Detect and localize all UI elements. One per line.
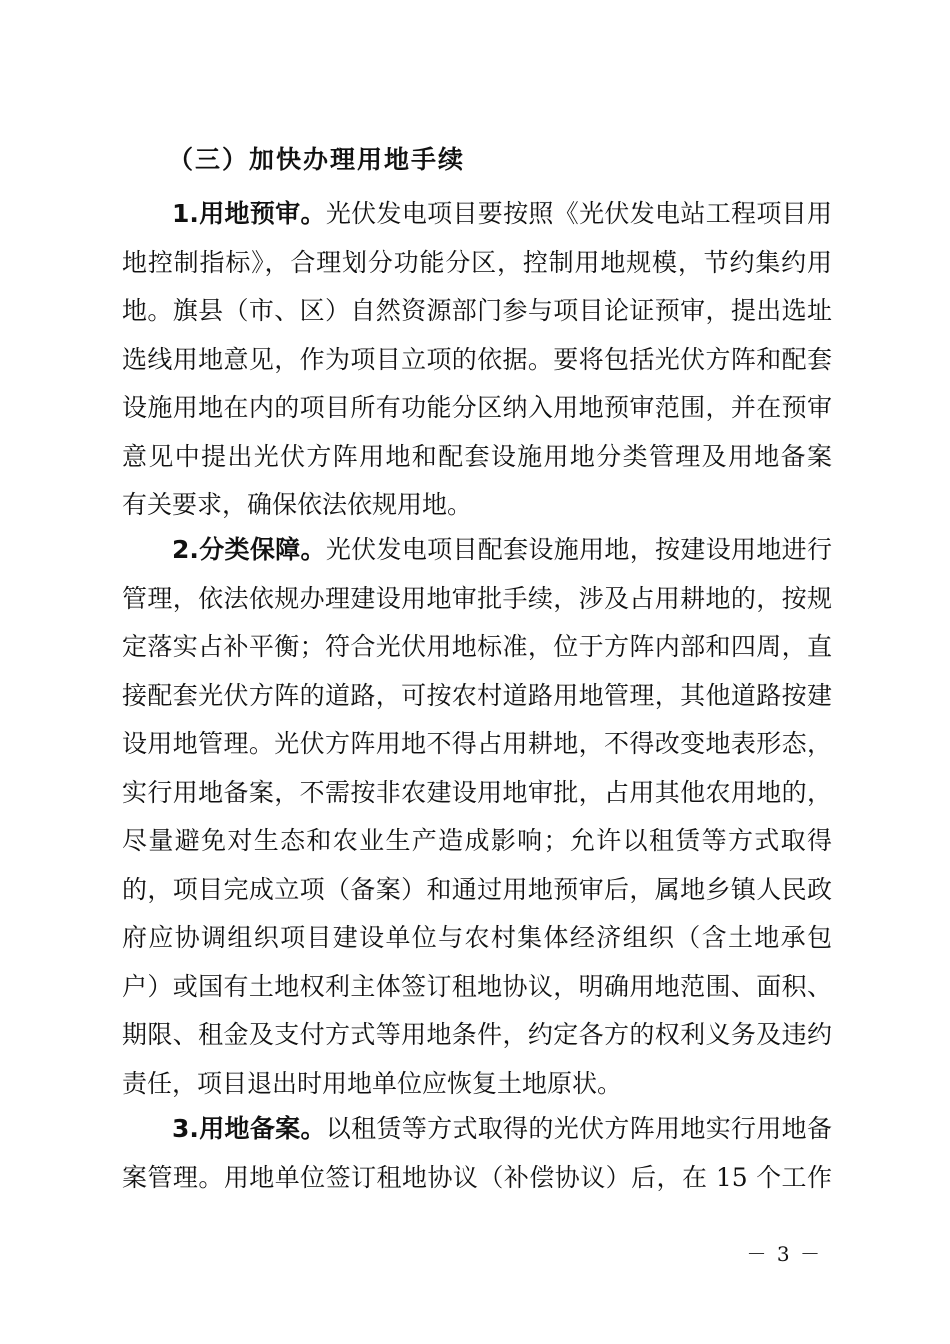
paragraph-line: 地。旗县（市、区）自然资源部门参与项目论证预审，提出选址	[122, 296, 832, 325]
paragraph-line: 尽量避免对生态和农业生产造成影响；允许以租赁等方式取得	[122, 826, 832, 855]
page-number: － 3 －	[746, 1242, 822, 1266]
paragraph-line: 接配套光伏方阵的道路，可按农村道路用地管理，其他道路按建	[122, 680, 832, 710]
paragraph-line: 的，项目完成立项（备案）和通过用地预审后，属地乡镇人民政	[122, 874, 832, 904]
paragraph-line: 定落实占补平衡；符合光伏用地标准，位于方阵内部和四周，直	[122, 632, 832, 661]
paragraph-line: 有关要求，确保依法依规用地。	[122, 490, 473, 519]
paragraph-line: 意见中提出光伏方阵用地和配套设施用地分类管理及用地备案	[122, 441, 832, 471]
paragraph-lead: 2.分类保障。	[172, 535, 326, 564]
paragraph-line: 期限、租金及支付方式等用地条件，约定各方的权利义务及违约	[122, 1020, 832, 1049]
paragraph-land-pre-review	[122, 190, 832, 530]
paragraph-line: 案管理。用地单位签订租地协议（补偿协议）后，在 15 个工作	[122, 1162, 832, 1192]
paragraph-line: 设用地管理。光伏方阵用地不得占用耕地，不得改变地表形态，	[122, 729, 832, 758]
paragraph-line: 责任，项目退出时用地单位应恢复土地原状。	[122, 1068, 623, 1098]
paragraph-classified-guarantee	[122, 526, 832, 1108]
paragraph-land-filing	[122, 1105, 832, 1202]
paragraph-line: 设施用地在内的项目所有功能分区纳入用地预审范围，并在预审	[122, 393, 832, 422]
paragraph-lead: 3.用地备案。	[172, 1114, 326, 1143]
paragraph-line: 地控制指标》，合理划分功能分区，控制用地规模，节约集约用	[122, 247, 832, 277]
paragraph-lead: 1.用地预审。	[172, 199, 326, 228]
section-heading: （三）加快办理用地手续	[168, 145, 466, 174]
paragraph-line: 实行用地备案，不需按非农建设用地审批，占用其他农用地的，	[122, 777, 832, 807]
paragraph-line: 2.分类保障。光伏发电项目配套设施用地，按建设用地进行	[172, 535, 832, 564]
paragraph-line: 1.用地预审。光伏发电项目要按照《光伏发电站工程项目用	[172, 199, 832, 228]
paragraph-line: 府应协调组织项目建设单位与农村集体经济组织（含土地承包	[122, 923, 832, 952]
paragraph-line: 3.用地备案。以租赁等方式取得的光伏方阵用地实行用地备	[172, 1114, 832, 1143]
paragraph-line: 管理，依法依规办理建设用地审批手续，涉及占用耕地的，按规	[122, 583, 832, 613]
paragraph-line: 户）或国有土地权利主体签订租地协议，明确用地范围、面积、	[122, 971, 832, 1001]
paragraph-line: 选线用地意见，作为项目立项的依据。要将包括光伏方阵和配套	[122, 344, 832, 374]
